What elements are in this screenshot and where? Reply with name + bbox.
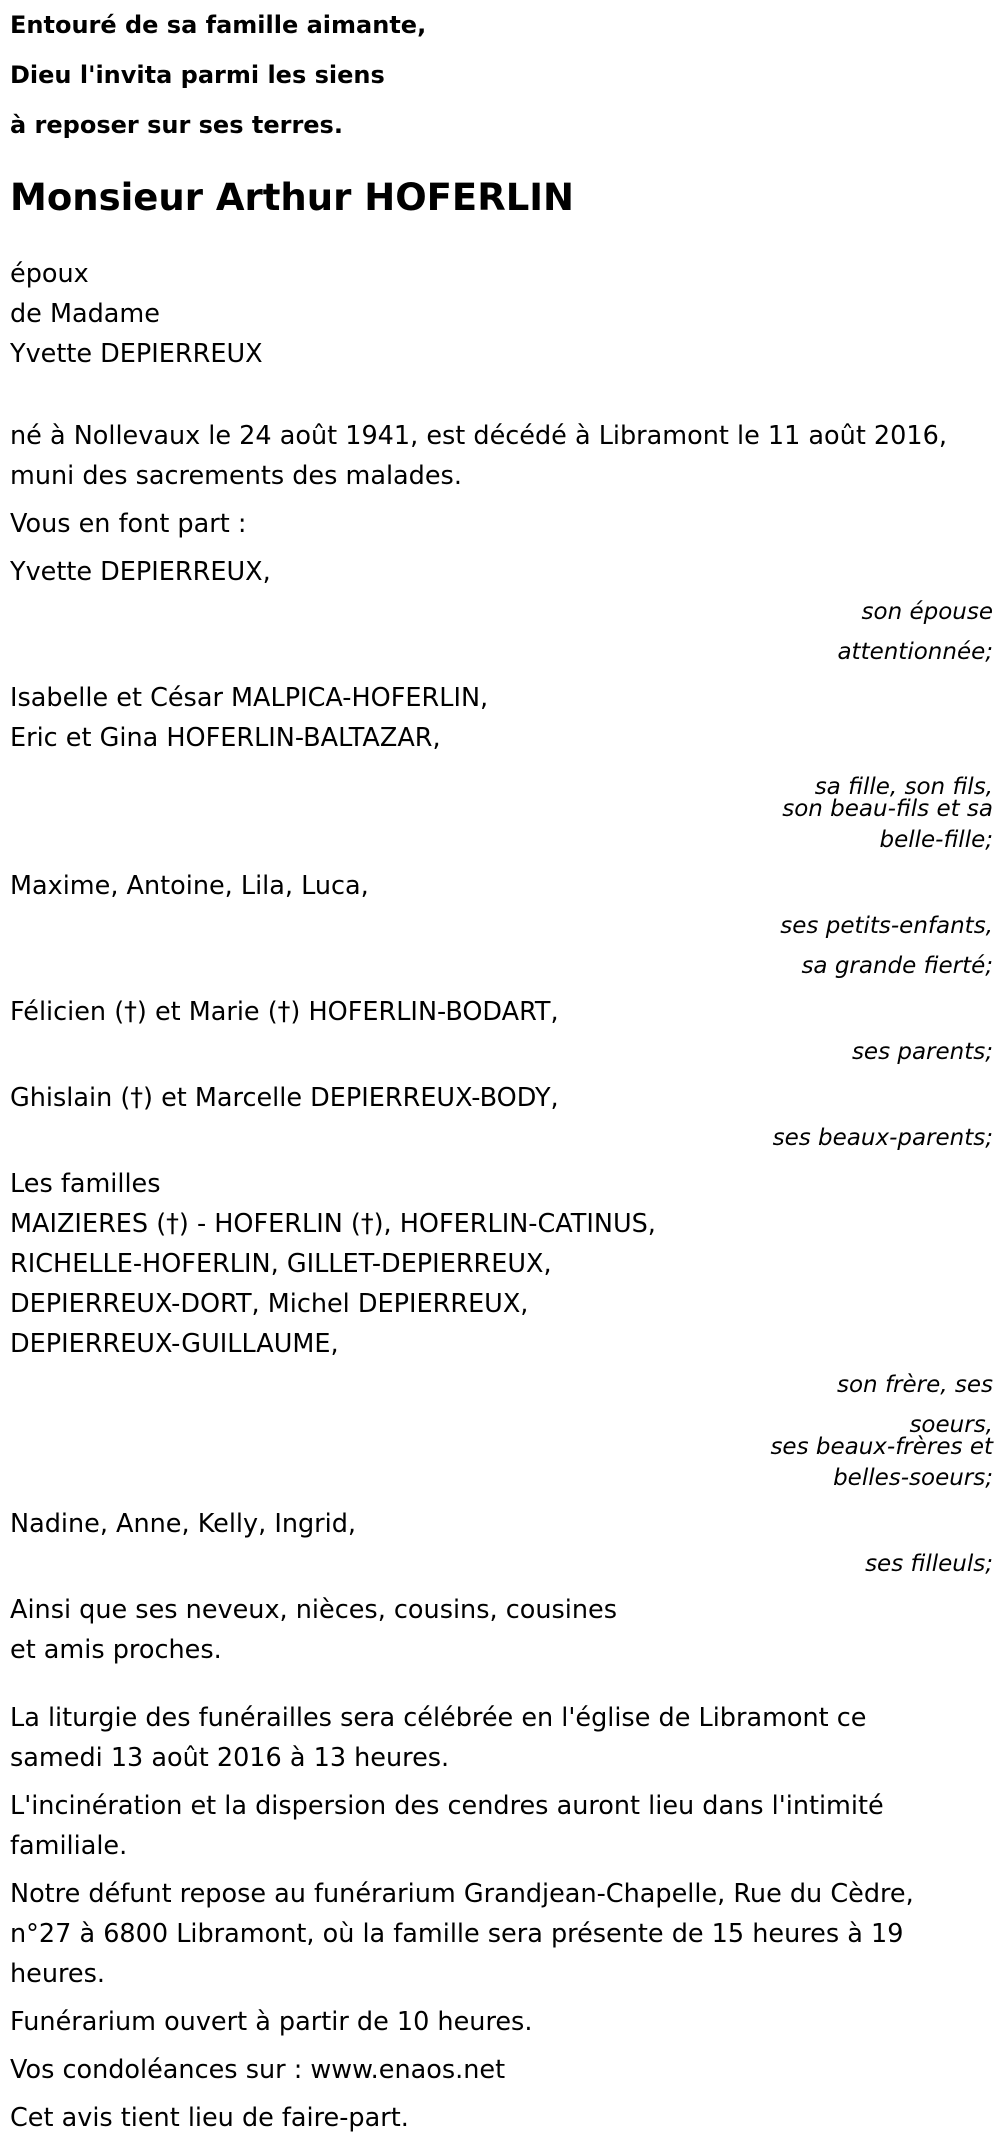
family-role: son épouse bbox=[861, 599, 993, 625]
family-role: belle-fille; bbox=[879, 827, 993, 853]
intro-line: Entouré de sa famille aimante, bbox=[10, 11, 427, 39]
family-role: son beau-fils et sa bbox=[782, 796, 993, 822]
cremation-line: familiale. bbox=[10, 1831, 128, 1861]
intro-line: Dieu l'invita parmi les siens bbox=[10, 61, 385, 89]
deceased-name: Monsieur Arthur HOFERLIN bbox=[10, 176, 574, 219]
spouse-info bbox=[10, 254, 990, 374]
birth-death-line: né à Nollevaux le 24 août 1941, est décédé à Libramont le 11 août 2016, bbox=[10, 421, 947, 451]
family-role: son frère, ses bbox=[837, 1372, 993, 1398]
family-names: RICHELLE-HOFERLIN, GILLET-DEPIERREUX, bbox=[10, 1249, 552, 1279]
family-entry bbox=[10, 678, 993, 860]
obituary-notice bbox=[10, 0, 993, 2138]
family-role: ses beaux-frères et bbox=[770, 1434, 993, 1460]
family-role: ses filleuls; bbox=[865, 1551, 993, 1577]
family-role: sa grande fierté; bbox=[801, 953, 993, 979]
liturgy-line: La liturgie des funérailles sera célébrée en l'église de Libramont ce bbox=[10, 1703, 867, 1733]
others-line: et amis proches. bbox=[10, 1635, 222, 1665]
family-role: sa fille, son fils, bbox=[814, 774, 993, 800]
family-role: belles-soeurs; bbox=[833, 1465, 993, 1491]
spouse-line: époux bbox=[10, 259, 89, 289]
condolences-link: Vos condoléances sur : www.enaos.net bbox=[10, 2055, 506, 2085]
birth-death-line: muni des sacrements des malades. bbox=[10, 461, 462, 491]
funerarium-line: heures. bbox=[10, 1959, 106, 1989]
family-names: Isabelle et César MALPICA-HOFERLIN, bbox=[10, 683, 489, 713]
funerarium-line: Notre défunt repose au funérarium Grandjean-Chapelle, Rue du Cèdre, bbox=[10, 1879, 914, 1909]
family-names: DEPIERREUX-DORT, Michel DEPIERREUX, bbox=[10, 1289, 529, 1319]
announce-label: Vous en font part : bbox=[10, 509, 247, 539]
family-names: Félicien (†) et Marie (†) HOFERLIN-BODART, bbox=[10, 997, 559, 1027]
funerarium-info bbox=[10, 1874, 990, 1994]
opening-hours: Funérarium ouvert à partir de 10 heures. bbox=[10, 2007, 533, 2037]
family-names: Nadine, Anne, Kelly, Ingrid, bbox=[10, 1509, 357, 1539]
spouse-line: Yvette DEPIERREUX bbox=[10, 339, 263, 369]
cremation-info bbox=[10, 1786, 990, 1866]
family-names: Maxime, Antoine, Lila, Luca, bbox=[10, 871, 369, 901]
family-names: DEPIERREUX-GUILLAUME, bbox=[10, 1329, 339, 1359]
family-role: ses beaux-parents; bbox=[772, 1125, 993, 1151]
family-role: ses petits-enfants, bbox=[780, 913, 993, 939]
notice-text: Cet avis tient lieu de faire-part. bbox=[10, 2103, 409, 2133]
family-names: Eric et Gina HOFERLIN-BALTAZAR, bbox=[10, 723, 441, 753]
family-entry bbox=[10, 866, 993, 986]
liturgy-line: samedi 13 août 2016 à 13 heures. bbox=[10, 1743, 450, 1773]
intro-verse bbox=[10, 0, 990, 150]
family-entry bbox=[10, 552, 993, 672]
family-entry bbox=[10, 992, 993, 1072]
liturgy-info bbox=[10, 1698, 990, 1778]
family-names: Yvette DEPIERREUX, bbox=[10, 557, 271, 587]
spouse-line: de Madame bbox=[10, 299, 160, 329]
family-entry bbox=[10, 1164, 993, 1498]
family-entry bbox=[10, 1504, 993, 1584]
other-relatives bbox=[10, 1590, 990, 1670]
family-entry bbox=[10, 1078, 993, 1158]
others-line: Ainsi que ses neveux, nièces, cousins, cousines bbox=[10, 1595, 618, 1625]
family-names: Ghislain (†) et Marcelle DEPIERREUX-BODY, bbox=[10, 1083, 559, 1113]
family-names: Les familles bbox=[10, 1169, 161, 1199]
birth-death-info bbox=[10, 416, 990, 496]
intro-line: à reposer sur ses terres. bbox=[10, 111, 343, 139]
family-role: ses parents; bbox=[851, 1039, 993, 1065]
cremation-line: L'incinération et la dispersion des cendres auront lieu dans l'intimité bbox=[10, 1791, 884, 1821]
family-role: soeurs, bbox=[909, 1412, 993, 1438]
funerarium-line: n°27 à 6800 Libramont, où la famille sera présente de 15 heures à 19 bbox=[10, 1919, 904, 1949]
family-names: MAIZIERES (†) - HOFERLIN (†), HOFERLIN-CATINUS, bbox=[10, 1209, 656, 1239]
family-role: attentionnée; bbox=[837, 639, 993, 665]
